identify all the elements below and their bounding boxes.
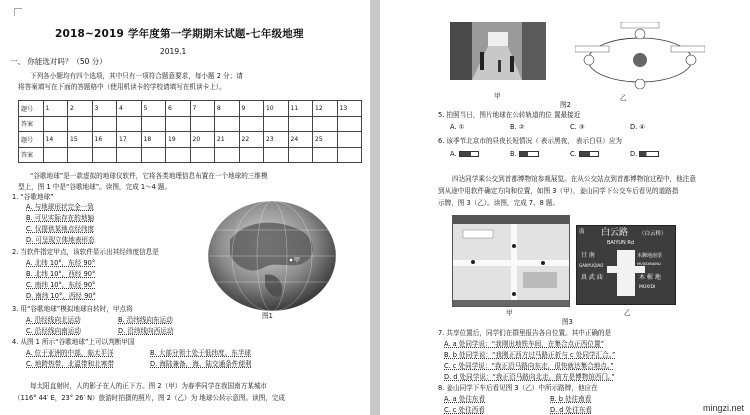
answer-cell: 13 <box>337 101 362 117</box>
answer-cell: 1 <box>43 101 68 117</box>
answer-cell <box>117 147 142 163</box>
sign-west-2: GANYUQIAO <box>579 263 604 268</box>
answer-cell <box>239 116 264 132</box>
passage2-line-2: 示牌，图 3（乙）。读图，完成 7、8 题。 <box>438 199 560 207</box>
answer-cell <box>190 147 215 163</box>
answer-cell: 17 <box>117 132 142 148</box>
intro-line-2: 型上，图 1 中是“谷歌地球”。读图，完成 1～4 题。 <box>18 183 172 191</box>
watermark: mingzi.net <box>702 403 744 413</box>
answer-cell <box>43 116 68 132</box>
q6-option-b-label: B. <box>510 150 517 158</box>
answer-cell: 22 <box>239 132 264 148</box>
exam-title: 2018~2019 学年度第一学期期末试题-七年级地理 <box>55 28 304 40</box>
question-3: 3. 用“谷歌地球”模拟地球自转时，甲点将 <box>12 305 133 313</box>
street-photo <box>450 22 546 80</box>
road-sign <box>576 225 676 305</box>
q7-option-b: B. b 处同学说：“我刚正西方过马路正折与 c 处同学汇合。” <box>444 351 616 359</box>
q1-option-d: D. 可呈现立体地表形态 <box>26 236 95 244</box>
q5-option-c: C. ③ <box>570 123 585 131</box>
q3-option-a: A. 沿经线向北运动 <box>26 316 81 324</box>
answer-cell: 答案 <box>19 147 44 163</box>
q3-option-c: C. 沿经线向南运动 <box>26 327 81 335</box>
q6-option-b <box>510 150 539 158</box>
q4-option-b: B. 大部分领土处于低纬度、东半球 <box>150 349 252 357</box>
answer-cell: 答案 <box>19 116 44 132</box>
q1-option-b: B. 可见实际存在的地轴 <box>26 214 95 222</box>
q2-option-b: B. 北纬 10°，西经 90° <box>26 270 96 278</box>
q8-option-a: A. a 处往东看 <box>444 395 486 403</box>
answer-cell <box>166 147 191 163</box>
q8-option-d: D. d 处往东看 <box>550 406 592 414</box>
question-7: 7. 共享位置后，同学们在群里报告各自位置。其中正确的是 <box>438 329 612 337</box>
answer-cell: 7 <box>190 101 215 117</box>
passage-line-1: 每太阳直射时，人的影子在人的正下方。图 2（甲）为春季同学在我国南方某城市 <box>30 382 268 390</box>
answer-cell <box>288 116 313 132</box>
answer-cell <box>337 116 362 132</box>
answer-cell <box>264 116 289 132</box>
answer-cell <box>190 116 215 132</box>
answer-cell <box>264 147 289 163</box>
answer-cell <box>141 147 166 163</box>
answer-cell: 16 <box>92 132 117 148</box>
answer-cell: 14 <box>43 132 68 148</box>
q2-option-a: A. 北纬 10°，东经 90° <box>26 259 96 267</box>
figure-1-caption: 图1 <box>262 312 273 320</box>
right-page <box>380 0 750 415</box>
q3-option-b: B. 沿纬线向东运动 <box>118 316 173 324</box>
answer-cell <box>288 147 313 163</box>
sign-south: 南 <box>579 229 585 235</box>
answer-cell <box>117 116 142 132</box>
sign-west-1: 甘 南 <box>581 252 595 259</box>
answer-cell: 10 <box>264 101 289 117</box>
q6-option-a-label: A. <box>450 150 457 158</box>
q6-option-a <box>450 150 479 158</box>
answer-cell <box>215 147 240 163</box>
q4-option-d: D. 海陆兼备，海、陆交通条件便利 <box>150 360 252 368</box>
q2-option-c: C. 南纬 10°，东经 90° <box>26 281 96 289</box>
q2-option-d: D. 南纬 10°，西经 90° <box>26 292 96 300</box>
passage2-line-0: 到从途中用软件确定方向和位置，如图 3（甲），姜山同学下公交车后看见的道路指 <box>438 187 679 195</box>
q1-option-a: A. 与地球形状完全一致 <box>26 203 94 211</box>
q8-option-c: C. c 处往西看 <box>444 406 485 414</box>
day-night-bar <box>639 151 659 157</box>
answer-cell <box>215 116 240 132</box>
photo-caption-jia: 甲 <box>494 92 501 100</box>
sign-east-3: 木 樨 地 <box>639 274 661 281</box>
q1-option-c: C. 仅提供某地点经纬度 <box>26 225 95 233</box>
q5-option-d: D. ④ <box>630 123 646 131</box>
figure-2-caption: 图2 <box>560 101 571 109</box>
intro-line-1: “谷歌地球”是一款虚拟的地球仪软件，它将各类地理信息布置在一个地球的三维模 <box>30 172 268 180</box>
answer-cell: 12 <box>313 101 338 117</box>
sign-sub: （白云桥） <box>639 231 667 237</box>
q8-option-b: B. b 处往南看 <box>550 395 592 403</box>
q5-option-b: B. ② <box>510 123 525 131</box>
answer-cell: 15 <box>68 132 93 148</box>
passage-line-2: （116° 44′ E，23° 26′ N）旅游时拍摄的照片，图 2（乙）为 地球公转示意图。读图，完成 <box>14 394 286 402</box>
answer-table <box>18 100 362 163</box>
answer-cell: 19 <box>166 132 191 148</box>
answer-cell: 11 <box>288 101 313 117</box>
answer-cell <box>166 116 191 132</box>
q7-option-d: D. d 处同学说：“我正沿马路向北走，前方是博物馆西门。” <box>444 373 615 381</box>
figure-3-caption: 图3 <box>562 318 573 326</box>
answer-cell: 题号 <box>19 101 44 117</box>
page-gap <box>370 0 380 415</box>
answer-cell: 3 <box>92 101 117 117</box>
answer-cell <box>337 147 362 163</box>
svg-text:甲: 甲 <box>294 257 301 264</box>
sign-road-graphic <box>617 250 635 296</box>
q6-option-d <box>630 150 659 158</box>
day-night-bar <box>579 151 599 157</box>
orbit-diagram <box>575 22 705 94</box>
left-page <box>0 0 370 415</box>
question-5: 5. 拍照当日，图片地球在公转轨道的位 置最接近 <box>438 111 581 119</box>
answer-cell <box>337 132 362 148</box>
answer-cell <box>68 147 93 163</box>
answer-cell: 题号 <box>19 132 44 148</box>
answer-cell <box>141 116 166 132</box>
globe-image <box>205 200 340 312</box>
question-2: 2. 当软件指定甲点，该软件显示出其经纬度信息是 <box>12 248 159 256</box>
answer-cell: 20 <box>190 132 215 148</box>
sign-east-2: MUXIDINANLI <box>637 262 661 266</box>
question-6: 6. 该季节北京市的昼夜长短情况（ 表示黑夜， 表示白昼）应为 <box>438 137 623 145</box>
corner-mark <box>14 8 22 16</box>
q4-option-a: A. 位于亚洲的中部，临太平洋 <box>26 349 114 357</box>
answer-cell <box>92 116 117 132</box>
q3-option-d: D. 沿纬线向西运动 <box>118 327 174 335</box>
section-heading: 一、 你能选对吗？（50 分） <box>10 57 107 66</box>
answer-cell <box>68 116 93 132</box>
day-night-bar <box>519 151 539 157</box>
sign-caption-yi: 乙 <box>624 309 631 317</box>
answer-cell: 18 <box>141 132 166 148</box>
answer-cell: 23 <box>264 132 289 148</box>
sign-east-1: 木樨地南里 <box>637 253 663 259</box>
sign-pinyin: BAIYUN Rd <box>607 240 635 246</box>
orbit-caption-yi: 乙 <box>620 94 627 102</box>
q7-option-a: A. a 处同学说：“我刚出地铁车间，在集合点正西位置” <box>444 340 605 348</box>
q7-option-c: C. c 处同学说：“我正沿马路向东走，很快就达集合地点。” <box>444 362 614 370</box>
question-8: 8. 姜山同学下车后看见图 3（乙）中所示路牌，他应在 <box>438 384 598 392</box>
answer-cell <box>313 116 338 132</box>
answer-cell: 25 <box>313 132 338 148</box>
instruction-line-2: 将答案填写在下面的答题格中（使用机读卡的学校请填写在机读卡上）。 <box>18 83 226 91</box>
map-caption-jia: 甲 <box>506 309 513 317</box>
map-screenshot <box>452 215 570 307</box>
sign-west-3: 真 武 庙 <box>581 274 603 281</box>
answer-cell: 8 <box>215 101 240 117</box>
q4-option-c: C. 地跨热带、北温带和北寒带 <box>26 360 114 368</box>
answer-cell <box>92 147 117 163</box>
q6-option-c-label: C. <box>570 150 577 158</box>
answer-cell <box>313 147 338 163</box>
answer-cell: 21 <box>215 132 240 148</box>
instruction-line-1: 下列各小题均有四个选项，其中只有一项符合题意要求，每小题 2 分；请 <box>30 72 243 80</box>
answer-cell: 5 <box>141 101 166 117</box>
day-night-bar <box>459 151 479 157</box>
answer-cell <box>239 147 264 163</box>
q6-option-d-label: D. <box>630 150 638 158</box>
question-4: 4. 从图 1 所示“谷歌地球”上可以判断甲国 <box>12 338 135 346</box>
q6-option-c <box>570 150 599 158</box>
answer-cell: 6 <box>166 101 191 117</box>
answer-cell: 2 <box>68 101 93 117</box>
answer-cell: 24 <box>288 132 313 148</box>
sign-main: 白云路 <box>601 228 629 238</box>
answer-cell <box>43 147 68 163</box>
exam-date: 2019.1 <box>160 47 187 56</box>
question-1: 1. “谷歌地球” <box>12 193 54 201</box>
q5-option-a: A. ① <box>450 123 465 131</box>
sign-east-4: MUXIDI <box>639 285 656 290</box>
answer-cell: 9 <box>239 101 264 117</box>
answer-cell: 4 <box>117 101 142 117</box>
passage2-line-1: 四达同学乘公交到首都博物馆参观展览。在从公交站点到首都博物馆过程中，他注意 <box>452 175 696 183</box>
